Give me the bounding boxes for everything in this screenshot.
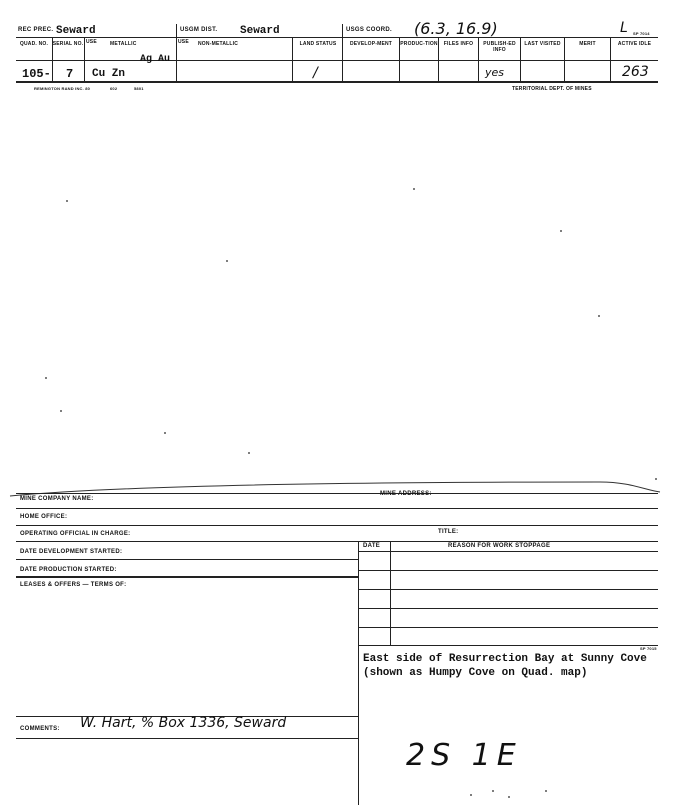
col-files-info: FILES INFO — [443, 41, 474, 47]
col-non-metallic: NON-METALLIC — [198, 41, 239, 47]
header-rule — [16, 37, 658, 38]
scan-speck — [545, 790, 547, 792]
scan-speck — [60, 410, 62, 412]
section-rule — [16, 525, 658, 526]
section-rule — [16, 738, 358, 739]
location-note: East side of Resurrection Bay at Sunny Cove (shown as Humpy Cove on Quad. map) — [363, 653, 647, 679]
leases-label: LEASES & OFFERS — TERMS OF: — [20, 582, 127, 588]
col-use-left: USE — [86, 39, 97, 45]
col-use-right: USE — [178, 39, 189, 45]
col-quad-no: QUAD. NO. — [19, 41, 49, 47]
scan-speck — [560, 230, 562, 232]
row-metallic-1: Ag Au — [140, 54, 171, 65]
section-rule — [16, 541, 658, 542]
col-metallic: METALLIC — [110, 41, 137, 47]
row-metallic-2: Cu Zn — [92, 68, 126, 80]
date-header: DATE — [363, 543, 381, 549]
scan-speck — [508, 796, 510, 798]
handwritten-code: 2S 1E — [406, 738, 522, 773]
row-serial-no: 7 — [66, 67, 74, 81]
operating-official-label: OPERATING OFFICIAL IN CHARGE: — [20, 531, 131, 537]
footer-printer: REMINGTON RAND INC. 80 — [34, 86, 91, 91]
col-production: PRODUC-TION — [400, 41, 438, 47]
divider — [358, 645, 359, 805]
footer-dept: TERRITORIAL DEPT. OF MINES — [512, 86, 592, 92]
comments-value: W. Hart, % Box 1336, Seward — [80, 715, 287, 731]
divider — [390, 541, 391, 646]
col-active-idle: ACTIVE IDLE — [617, 41, 652, 47]
col-development: DEVELOP-MENT — [349, 41, 393, 47]
scan-speck — [598, 315, 600, 317]
scan-speck — [470, 794, 472, 796]
scan-speck — [45, 377, 47, 379]
divider — [84, 38, 85, 82]
row-quad-no: 105- — [22, 67, 51, 81]
scan-speck — [492, 790, 494, 792]
table-rule — [358, 570, 658, 571]
scan-speck — [164, 432, 166, 434]
col-land-status: LAND STATUS — [299, 41, 337, 47]
comments-label: COMMENTS: — [20, 726, 60, 732]
row-rule — [16, 81, 658, 83]
col-published-info: PUBLISH-ED INFO — [483, 41, 516, 53]
divider — [176, 24, 177, 82]
column-rule — [16, 60, 658, 61]
rec-prec-label: REC PREC. — [18, 27, 54, 33]
scan-speck — [248, 452, 250, 454]
row-land-status: / — [313, 65, 318, 81]
divider — [342, 24, 343, 82]
table-rule — [358, 589, 658, 590]
footer-code: 602 — [110, 86, 118, 91]
table-rule — [358, 627, 658, 628]
row-active-idle: 263 — [622, 64, 649, 80]
table-rule — [358, 551, 658, 552]
footer-code: 5801 — [134, 86, 144, 91]
reason-header: REASON FOR WORK STOPPAGE — [448, 543, 551, 549]
col-merit: MERIT — [579, 41, 596, 47]
section-rule — [16, 508, 658, 509]
usgm-dist-label: USGM DIST. — [180, 27, 218, 33]
col-serial-no: SERIAL NO. — [52, 41, 84, 47]
form-code-top: SP 7014 — [633, 31, 650, 36]
section-rule — [16, 559, 358, 560]
section-rule — [16, 576, 358, 578]
rec-prec-value: Seward — [56, 25, 96, 37]
divider — [358, 541, 359, 646]
form-code-bottom: SP 7015 — [640, 646, 657, 651]
usgs-coord-value: (6.3, 16.9) — [414, 19, 498, 38]
usgm-dist-value: Seward — [240, 25, 280, 37]
title-label: TITLE: — [438, 529, 459, 535]
mine-address-label: MINE ADDRESS: — [380, 491, 432, 497]
date-production-label: DATE PRODUCTION STARTED: — [20, 567, 117, 573]
top-right-mark: L — [620, 20, 628, 36]
mine-company-name-label: MINE COMPANY NAME: — [20, 496, 94, 502]
col-last-visited: LAST VISITED — [524, 41, 561, 47]
table-rule — [358, 608, 658, 609]
usgs-coord-label: USGS COORD. — [346, 27, 392, 33]
scan-speck — [66, 200, 68, 202]
date-development-label: DATE DEVELOPMENT STARTED: — [20, 549, 123, 555]
scan-speck — [413, 188, 415, 190]
card-top-edge — [0, 472, 678, 500]
table-rule — [358, 645, 658, 646]
row-published-info: yes — [485, 66, 505, 79]
scan-speck — [226, 260, 228, 262]
divider — [292, 38, 293, 82]
section-rule — [16, 493, 658, 494]
home-office-label: HOME OFFICE: — [20, 514, 68, 520]
